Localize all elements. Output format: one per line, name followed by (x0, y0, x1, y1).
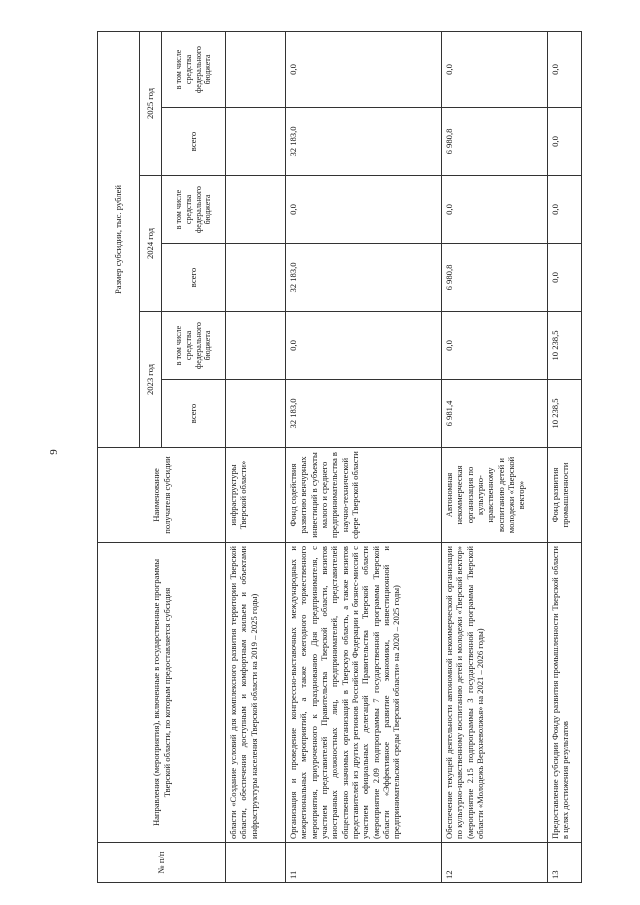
value-total-2024: 6 980,8 (442, 244, 548, 312)
header-num: № п/п (98, 843, 226, 883)
value-total-2023: 6 981,4 (442, 380, 548, 448)
value-federal-2024: 0,0 (286, 176, 442, 244)
page-number: 9 (48, 449, 60, 455)
row-direction: области «Создание условий для комплексного развития территории Тверской области, обеспечения доступным и комфортным жильем и объектами инфраструктуры населения Тверской области на 2019 – 2025 годы) (226, 543, 286, 843)
row-direction: Предоставление субсидии Фонду развития промышленности Тверской области в целях достижения результатов (548, 543, 582, 843)
value-federal-2023: 0,0 (286, 312, 442, 380)
table-row (548, 31, 582, 882)
value-total-2023: 10 238,5 (548, 380, 582, 448)
header-year-2025: 2025 год (140, 31, 162, 175)
header-total-2023: всего (162, 380, 226, 448)
row-num (226, 843, 286, 883)
header-federal-2025: в том числе средства федерального бюджета (162, 31, 226, 107)
table-row (286, 31, 442, 882)
value-federal-2025 (226, 31, 286, 107)
row-direction: Обеспечение текущей деятельности автономной некоммерческой организации по культурно-нравственному воспитанию детей и молодежи «Тверской вектор» (мероприятие 2.15 подпрограммы 3 государственной программы Тверской области «Молодежь Верхневолжья» на 2021 – 2026 годы) (442, 543, 548, 843)
row-recipient: инфраструктуры Тверской области» (226, 448, 286, 543)
rotated-page-content (97, 32, 581, 883)
value-federal-2025: 0,0 (442, 31, 548, 107)
row-recipient: Автономная некоммерческая организация по культурно-нравственному воспитанию детей и молодежи «Тверской вектор» (442, 448, 548, 543)
table-row (442, 31, 548, 882)
value-total-2025: 32 183,0 (286, 108, 442, 176)
value-federal-2024: 0,0 (442, 176, 548, 244)
value-federal-2023 (226, 312, 286, 380)
row-num: 12 (442, 843, 548, 883)
header-federal-2023: в том числе средства федерального бюджета (162, 312, 226, 380)
value-total-2023: 32 183,0 (286, 380, 442, 448)
value-total-2025 (226, 108, 286, 176)
header-amount: Размер субсидии, тыс. рублей (98, 31, 140, 447)
value-federal-2025: 0,0 (548, 31, 582, 107)
header-direction: Направления (мероприятия), включенные в государственные программы Тверской области, по которым предоставляется субсидия (98, 543, 226, 843)
table-row (226, 31, 286, 882)
header-year-2023: 2023 год (140, 312, 162, 448)
header-federal-2024: в том числе средства федерального бюджета (162, 176, 226, 244)
value-federal-2023: 10 238,5 (548, 312, 582, 380)
value-federal-2024: 0,0 (548, 176, 582, 244)
value-total-2024: 0,0 (548, 244, 582, 312)
value-total-2025: 6 980,8 (442, 108, 548, 176)
value-federal-2025: 0,0 (286, 31, 442, 107)
header-year-2024: 2024 год (140, 176, 162, 312)
value-federal-2024 (226, 176, 286, 244)
value-total-2025: 0,0 (548, 108, 582, 176)
row-recipient: Фонд содействия развитию венчурных инвестиций в субъекты малого и среднего предпринимательства в научно-технической сфере Тверской области (286, 448, 442, 543)
header-recipient: Наименование получателя субсидии (98, 448, 226, 543)
row-num: 11 (286, 843, 442, 883)
row-direction: Организация и проведение конгрессно-выставочных международных и межрегиональных мероприятий, а также ежегодного торжественного мероприятия, приуроченного к празднованию Дня предпринимателя, с участием представителей Правительства Тверской области, визитов иностранных должностных лиц, предпринимателей, представителей общественно значимых организаций в Тверскую область, а также визитов представителей из других регионов Российской Федерации и бизнес-миссий с участием официальных делегаций Правительства Тверской области (мероприятие 2.09 подпрограммы 7 государственной программы Тверской области «Эффективное развитие экономики, инвестиционной и предпринимательской среды Тверской области» на 2020 – 2025 годы) (286, 543, 442, 843)
header-total-2025: всего (162, 108, 226, 176)
row-num: 13 (548, 843, 582, 883)
value-federal-2023: 0,0 (442, 312, 548, 380)
value-total-2023 (226, 380, 286, 448)
row-recipient: Фонд развития промышленности (548, 448, 582, 543)
value-total-2024 (226, 244, 286, 312)
value-total-2024: 32 183,0 (286, 244, 442, 312)
subsidy-table (97, 31, 582, 883)
header-total-2024: всего (162, 244, 226, 312)
